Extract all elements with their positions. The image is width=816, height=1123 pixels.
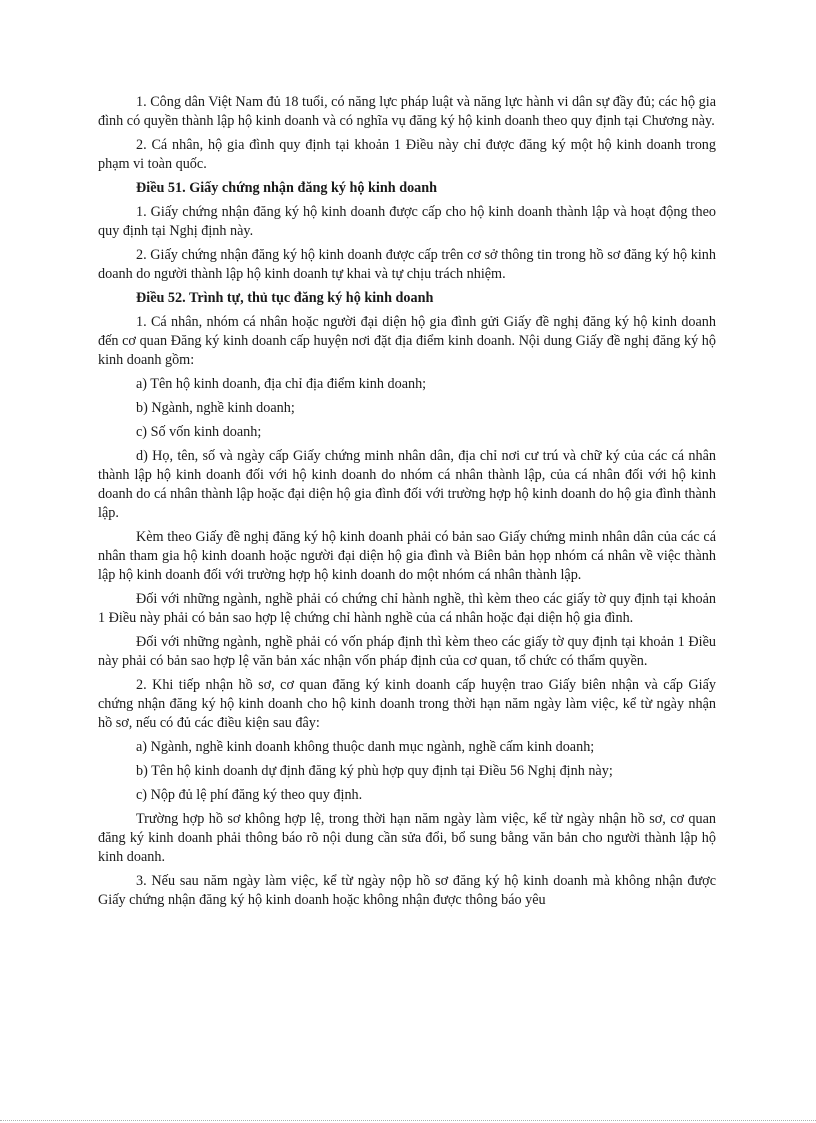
paragraph-article-52-clause-3: 3. Nếu sau năm ngày làm việc, kể từ ngày nộp hồ sơ đăng ký hộ kinh doanh mà không nhận được Giấy chứng nhận đăng ký hộ kinh doanh hoặc không nhận được thông báo yêu: [98, 873, 716, 908]
paragraph-article-50-clause-2: 2. Cá nhân, hộ gia đình quy định tại khoản 1 Điều này chỉ được đăng ký một hộ kinh doanh trong phạm vi toàn quốc.: [98, 137, 716, 172]
condition-item-b: b) Tên hộ kinh doanh dự định đăng ký phù hợp quy định tại Điều 56 Nghị định này;: [136, 763, 613, 779]
paragraph-article-52-clause-2: 2. Khi tiếp nhận hồ sơ, cơ quan đăng ký kinh doanh cấp huyện trao Giấy biên nhận và cấp Giấy chứng nhận đăng ký hộ kinh doanh cho hộ kinh doanh trong thời hạn năm ngày làm việc, kể từ ngày nhận hồ sơ, nếu có đủ các điều kiện sau đây:: [98, 677, 716, 731]
paragraph-article-51-clause-2: 2. Giấy chứng nhận đăng ký hộ kinh doanh được cấp trên cơ sở thông tin trong hồ sơ đăng ký hộ kinh doanh do người thành lập hộ kinh doanh tự khai và tự chịu trách nhiệm.: [98, 247, 716, 282]
list-item-c: c) Số vốn kinh doanh;: [136, 424, 262, 440]
paragraph-legal-capital: Đối với những ngành, nghề phải có vốn pháp định thì kèm theo các giấy tờ quy định tại khoản 1 Điều này phải có bản sao hợp lệ văn bản xác nhận vốn pháp định của cơ quan, tổ chức có thẩm quyền.: [98, 634, 716, 669]
list-item-a: a) Tên hộ kinh doanh, địa chỉ địa điểm kinh doanh;: [136, 376, 427, 392]
document-body: [98, 93, 716, 915]
paragraph-attachments: Kèm theo Giấy đề nghị đăng ký hộ kinh doanh phải có bản sao Giấy chứng minh nhân dân của các cá nhân tham gia hộ kinh doanh hoặc người đại diện hộ gia đình và Biên bản họp nhóm cá nhân về việc thành lập hộ kinh doanh đối với trường hợp hộ kinh doanh do một nhóm cá nhân thành lập.: [98, 529, 716, 583]
article-52-heading: Điều 52. Trình tự, thủ tục đăng ký hộ kinh doanh: [136, 290, 434, 306]
condition-item-c: c) Nộp đủ lệ phí đăng ký theo quy định.: [136, 787, 363, 803]
condition-item-a: a) Ngành, nghề kinh doanh không thuộc danh mục ngành, nghề cấm kinh doanh;: [136, 739, 595, 755]
paragraph-article-50-clause-1: 1. Công dân Việt Nam đủ 18 tuổi, có năng lực pháp luật và năng lực hành vi dân sự đầy đủ; các hộ gia đình có quyền thành lập hộ kinh doanh và có nghĩa vụ đăng ký hộ kinh doanh theo quy định tại Chương này.: [98, 94, 716, 129]
paragraph-article-52-clause-1: 1. Cá nhân, nhóm cá nhân hoặc người đại diện hộ gia đình gửi Giấy đề nghị đăng ký hộ kinh doanh đến cơ quan Đăng ký kinh doanh cấp huyện nơi đặt địa điểm kinh doanh. Nội dung Giấy đề nghị đăng ký hộ kinh doanh gồm:: [98, 314, 716, 368]
paragraph-invalid-dossier: Trường hợp hồ sơ không hợp lệ, trong thời hạn năm ngày làm việc, kể từ ngày nhận hồ sơ, cơ quan đăng ký kinh doanh phải thông báo rõ nội dung cần sửa đổi, bổ sung bằng văn bản cho người thành lập hộ kinh doanh.: [98, 811, 716, 865]
list-item-d: d) Họ, tên, số và ngày cấp Giấy chứng minh nhân dân, địa chỉ nơi cư trú và chữ ký của các cá nhân thành lập hộ kinh doanh đối với hộ kinh doanh do nhóm cá nhân thành lập, của cá nhân đối với hộ kinh doanh do cá nhân thành lập hoặc đại diện hộ gia đình đối với trường hợp hộ kinh doanh do hộ gia đình thành lập.: [98, 448, 716, 521]
paragraph-article-51-clause-1: 1. Giấy chứng nhận đăng ký hộ kinh doanh được cấp cho hộ kinh doanh thành lập và hoạt động theo quy định tại Nghị định này.: [98, 204, 716, 239]
list-item-b: b) Ngành, nghề kinh doanh;: [136, 400, 295, 416]
paragraph-practicing-certificate: Đối với những ngành, nghề phải có chứng chỉ hành nghề, thì kèm theo các giấy tờ quy định tại khoản 1 Điều này phải có bản sao hợp lệ chứng chỉ hành nghề của cá nhân hoặc đại diện hộ gia đình.: [98, 591, 716, 626]
article-51-heading: Điều 51. Giấy chứng nhận đăng ký hộ kinh doanh: [136, 180, 438, 196]
page-bottom-divider: [0, 1120, 816, 1121]
